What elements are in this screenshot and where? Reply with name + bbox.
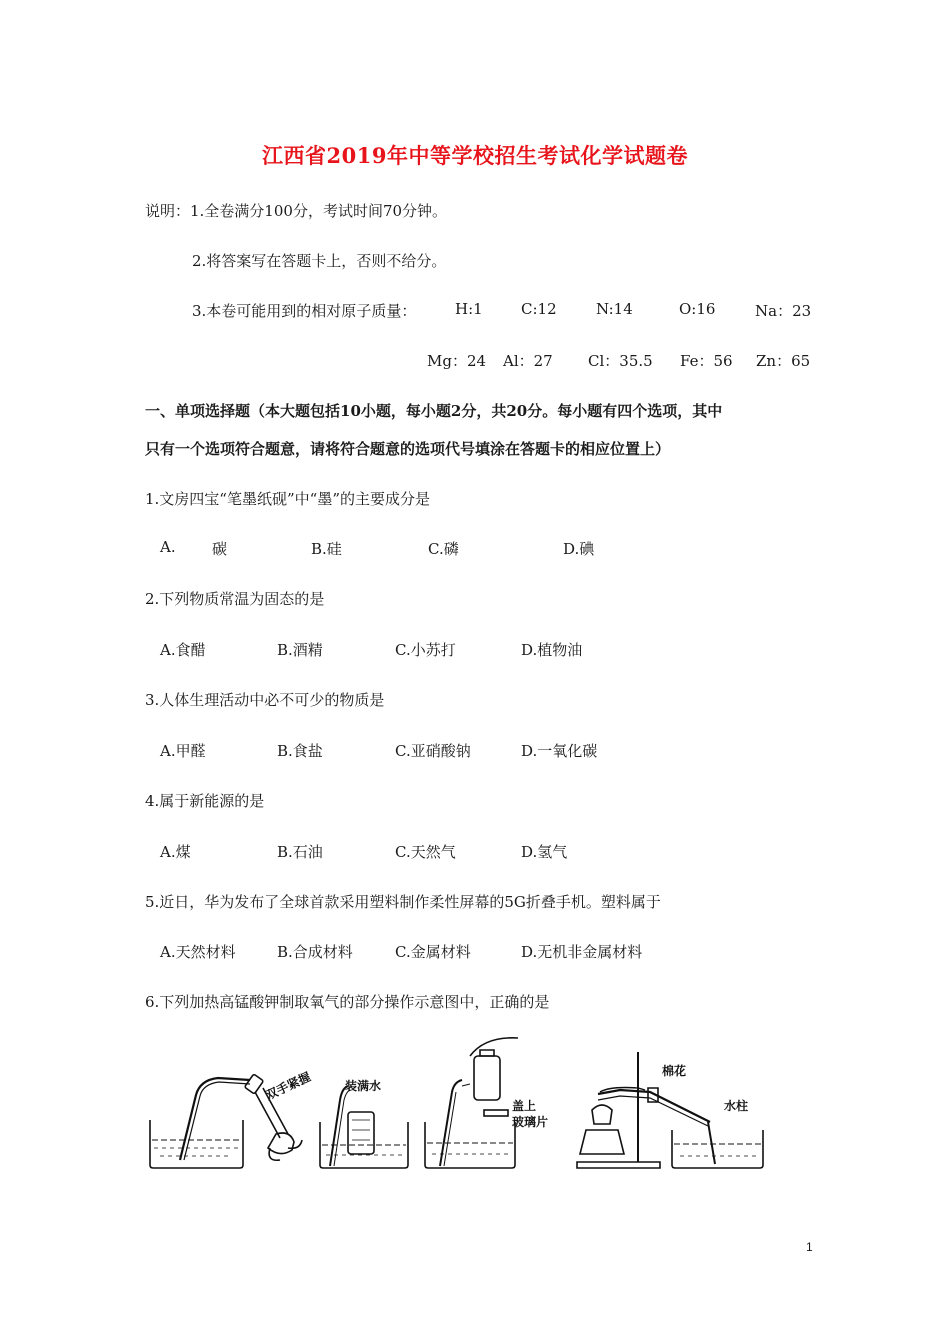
page-number: 1 xyxy=(806,1240,813,1254)
question-6-stem: 6.下列加热高锰酸钾制取氧气的部分操作示意图中，正确的是 xyxy=(145,993,550,1011)
atomic-mass-zn: Zn：65 xyxy=(756,352,811,370)
question-1-stem: 1.文房四宝“笔墨纸砚”中“墨”的主要成分是 xyxy=(145,490,430,508)
question-6-figures xyxy=(140,1030,820,1180)
instruction-line-1: 说明：1.全卷满分100分，考试时间70分钟。 xyxy=(145,202,448,220)
label-cover-line-2: 玻璃片 xyxy=(512,1115,549,1129)
atomic-mass-o: O:16 xyxy=(679,300,716,318)
option-a: A.天然材料 xyxy=(160,943,236,961)
option-d: D.无机非金属材料 xyxy=(521,943,643,961)
label-cover-line-1: 盖上 xyxy=(512,1099,537,1113)
instruction-line-2: 2.将答案写在答题卡上，否则不给分。 xyxy=(192,252,447,270)
exam-title: 江西省2019年中等学校招生考试化学试题卷 xyxy=(262,143,688,168)
question-4-stem: 4.属于新能源的是 xyxy=(145,792,265,810)
option-a-label: A. xyxy=(160,538,176,556)
option-a: A.甲醛 xyxy=(160,742,206,760)
atomic-mass-cl: Cl：35.5 xyxy=(588,352,653,370)
atomic-mass-h: H:1 xyxy=(455,300,483,318)
figure-c-cover-glass xyxy=(425,1038,518,1168)
option-c: C.磷 xyxy=(428,540,459,558)
option-d: D.碘 xyxy=(563,540,595,558)
option-a-text: 碳 xyxy=(212,540,228,558)
question-3-stem: 3.人体生理活动中必不可少的物质是 xyxy=(145,691,385,709)
option-c: C.小苏打 xyxy=(395,641,456,659)
option-d: D.氢气 xyxy=(521,843,568,861)
option-b: B.石油 xyxy=(277,843,323,861)
atomic-mass-fe: Fe：56 xyxy=(680,352,733,370)
instruction-line-3: 3.本卷可能用到的相对原子质量： xyxy=(192,302,417,320)
figure-b-fill-bottle xyxy=(320,1086,408,1168)
label-cotton: 棉花 xyxy=(662,1064,687,1078)
question-2-stem: 2.下列物质常温为固态的是 xyxy=(145,590,325,608)
option-a: A.食醋 xyxy=(160,641,206,659)
atomic-mass-n: N:14 xyxy=(596,300,633,318)
option-b: B.合成材料 xyxy=(277,943,353,961)
option-a: A.煤 xyxy=(160,843,191,861)
option-d: D.植物油 xyxy=(521,641,583,659)
option-c: C.金属材料 xyxy=(395,943,471,961)
label-hands-grip: 双手紧握 xyxy=(263,1069,313,1103)
option-c: C.亚硝酸钠 xyxy=(395,742,471,760)
atomic-mass-c: C:12 xyxy=(521,300,557,318)
atomic-mass-al: Al：27 xyxy=(503,352,553,370)
label-water-column: 水柱 xyxy=(724,1099,749,1113)
option-d: D.一氧化碳 xyxy=(521,742,598,760)
section-heading-line-2: 只有一个选项符合题意，请将符合题意的选项代号填涂在答题卡的相应位置上） xyxy=(145,440,671,458)
question-5-stem: 5.近日，华为发布了全球首款采用塑料制作柔性屏幕的5G折叠手机。塑料属于 xyxy=(145,893,661,911)
atomic-mass-mg: Mg：24 xyxy=(427,352,487,370)
option-c: C.天然气 xyxy=(395,843,456,861)
option-b: B.硅 xyxy=(311,540,342,558)
section-heading-line-1: 一、单项选择题（本大题包括10小题，每小题2分，共20分。每小题有四个选项，其中 xyxy=(145,402,723,420)
option-b: B.食盐 xyxy=(277,742,323,760)
label-fill-water: 装满水 xyxy=(345,1079,382,1093)
atomic-mass-na: Na：23 xyxy=(755,302,812,320)
option-b: B.酒精 xyxy=(277,641,323,659)
